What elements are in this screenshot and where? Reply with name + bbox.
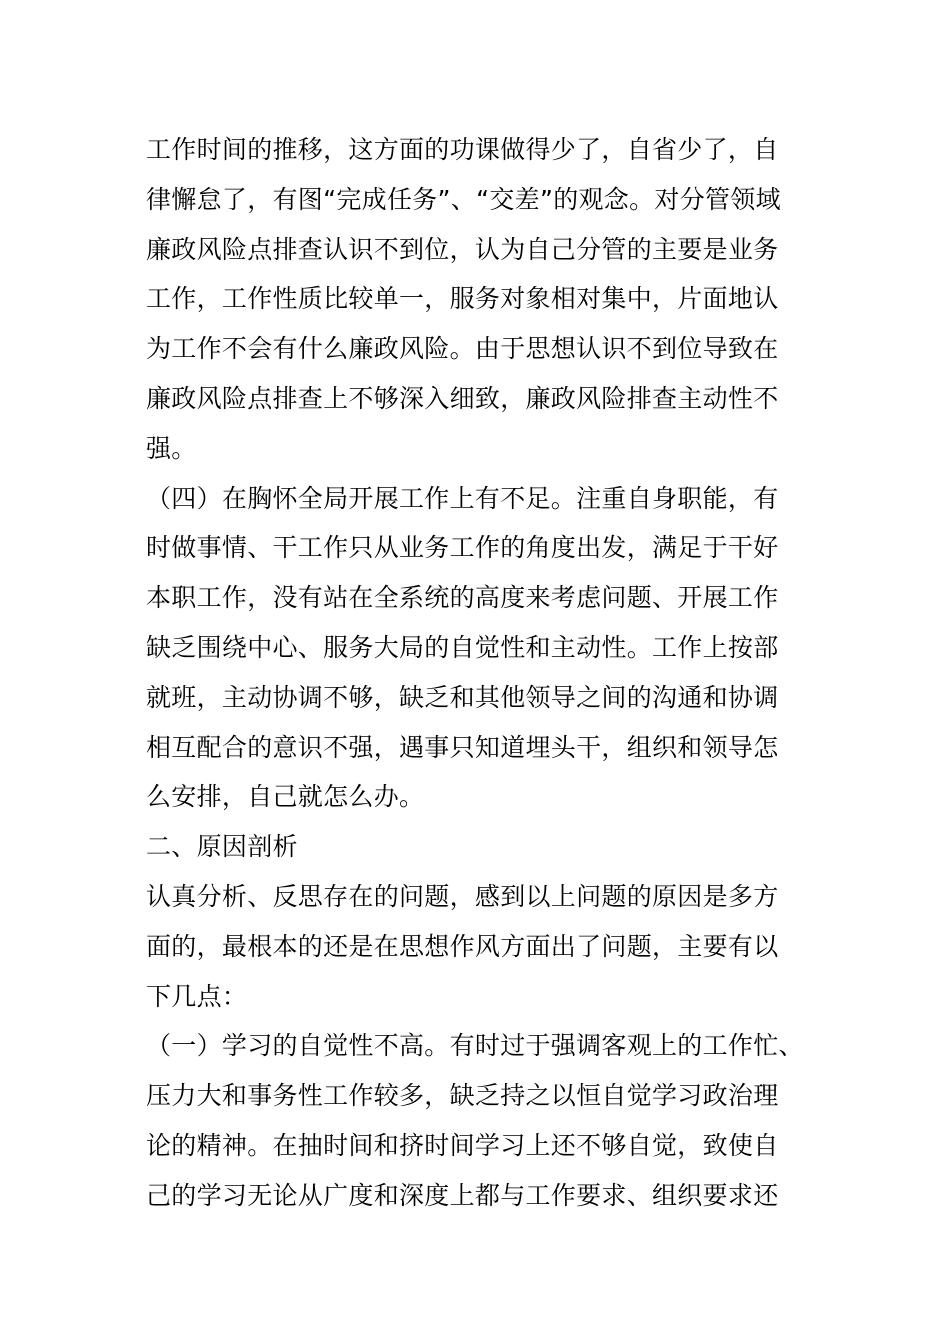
text-line: 廉政风险点排查认识不到位，认为自己分管的主要是业务 (146, 234, 779, 264)
text-line: 时做事情、干工作只从业务工作的角度出发，满足于干好 (146, 533, 779, 563)
text-line: 强。 (146, 433, 197, 463)
text-line: 相互配合的意识不强，遇事只知道埋头干，组织和领导怎 (146, 732, 779, 762)
text-line: （四）在胸怀全局开展工作上有不足。注重自身职能，有 (146, 483, 779, 513)
text-line: 本职工作，没有站在全系统的高度来考虑问题、开展工作 (146, 583, 779, 613)
text-line: 就班，主动协调不够，缺乏和其他领导之间的沟通和协调 (146, 682, 779, 712)
text-line: 下几点： (146, 981, 248, 1011)
text-line: 缺乏围绕中心、服务大局的自觉性和主动性。工作上按部 (146, 632, 779, 662)
text-line: 廉政风险点排查上不够深入细致，廉政风险排查主动性不 (146, 383, 779, 413)
text-line: 么安排，自己就怎么办。 (146, 782, 425, 812)
text-line: 工作，工作性质比较单一，服务对象相对集中，片面地认 (146, 284, 779, 314)
body-text (146, 125, 816, 1221)
text-line: 压力大和事务性工作较多，缺乏持之以恒自觉学习政治理 (146, 1081, 779, 1111)
text-line: 工作时间的推移，这方面的功课做得少了，自省少了，自 (146, 135, 779, 164)
text-line: 面的，最根本的还是在思想作风方面出了问题，主要有以 (146, 931, 779, 961)
text-line: 为工作不会有什么廉政风险。由于思想认识不到位导致在 (146, 334, 779, 364)
text-line: 认真分析、反思存在的问题，感到以上问题的原因是多方 (146, 881, 779, 911)
text-line: 己的学习无论从广度和深度上都与工作要求、组织要求还 (146, 1180, 779, 1210)
text-line: 律懈怠了，有图“完成任务”、“交差”的观念。对分管领域 (146, 184, 781, 214)
text-line: （一）学习的自觉性不高。有时过于强调客观上的工作忙、 (146, 1031, 804, 1061)
section-heading: 二、原因剖析 (146, 832, 298, 862)
text-line: 论的精神。在抽时间和挤时间学习上还不够自觉，致使自 (146, 1130, 779, 1160)
